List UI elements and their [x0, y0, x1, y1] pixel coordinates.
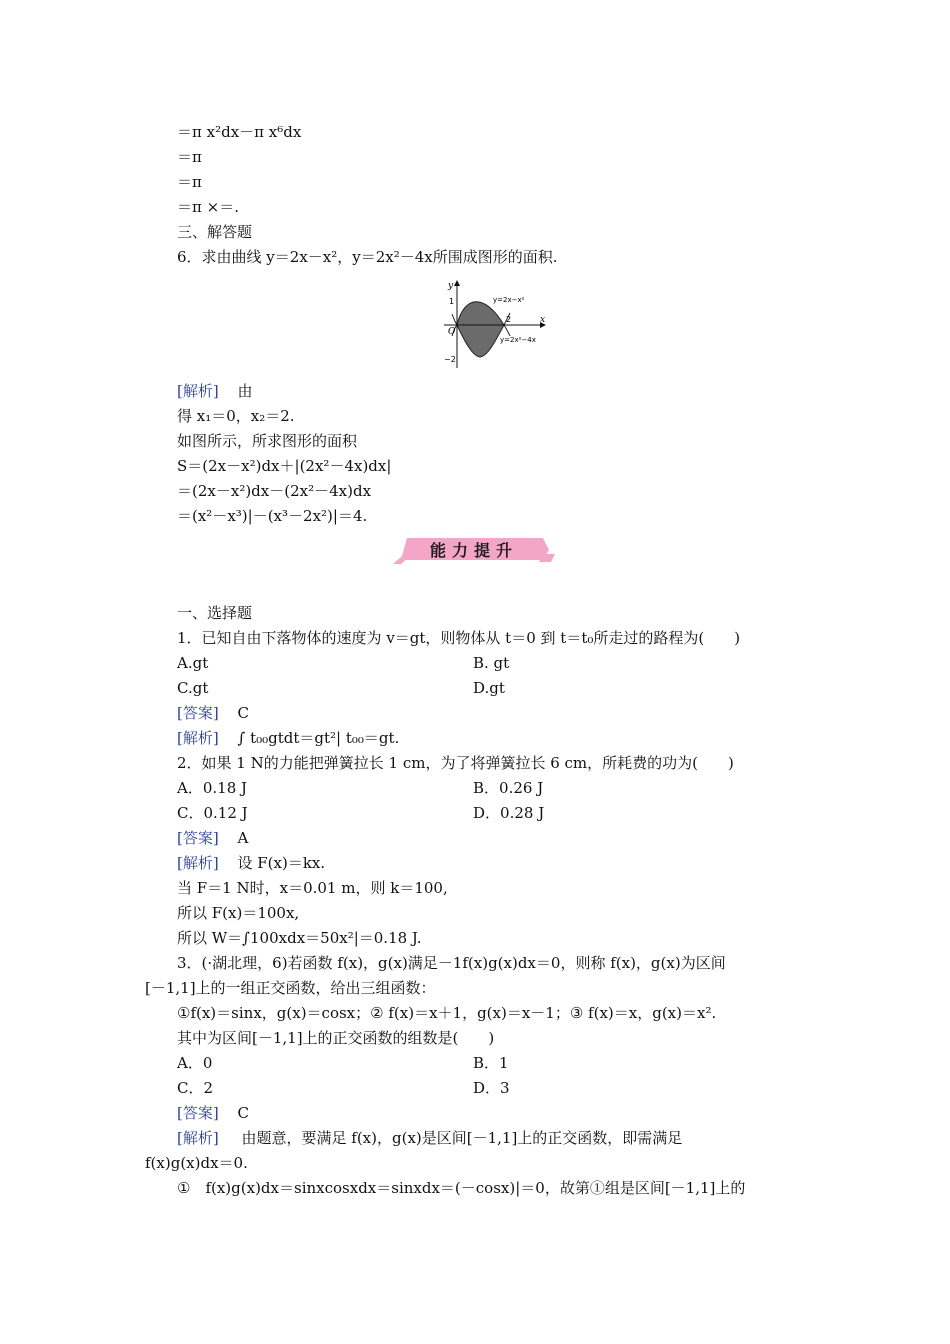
jiexi-label: [解析]: [177, 1129, 219, 1147]
option-a: A．0: [177, 1054, 213, 1072]
jiexi-line: [177, 853, 325, 873]
section-heading: 一、选择题: [177, 604, 253, 622]
solution-line: 得 x₁＝0，x₂＝2.: [177, 407, 295, 425]
answer-label: [答案]: [177, 829, 219, 847]
equation-line: ＝π x²dx－π x⁶dx: [177, 123, 302, 141]
option-b: B．0.26 J: [473, 779, 544, 797]
section-banner: [393, 534, 555, 566]
solution-line: 当 F＝1 N时，x＝0.01 m，则 k＝100,: [177, 879, 448, 897]
jiexi-label: [解析]: [177, 729, 219, 747]
option-b: B．1: [473, 1054, 509, 1072]
tick-2-label: 2: [506, 315, 512, 324]
jiexi-line: [177, 728, 399, 748]
y-axis-arrow: [454, 280, 460, 286]
solution-line: 如图所示，所求图形的面积: [177, 432, 358, 450]
shaded-region: [457, 302, 504, 357]
jiexi-text: 设 F(x)＝kx.: [237, 854, 326, 872]
option-d: D．3: [473, 1079, 510, 1097]
option-c: C.gt: [177, 679, 209, 697]
question-3-stem: 3．(·湖北理，6)若函数 f(x)，g(x)满足－1f(x)g(x)dx＝0，则称 f(x)，g(x)为区间: [177, 954, 726, 972]
tick-1-label: 1: [449, 297, 455, 306]
answer-label: [答案]: [177, 1104, 219, 1122]
answer-line: [177, 828, 248, 848]
y-axis-label: y: [448, 281, 454, 291]
solution-line: ＝(x²－x³)|－(x³－2x²)|＝4.: [177, 507, 368, 525]
answer-value: C: [237, 704, 249, 722]
section-heading: 三、解答题: [177, 223, 253, 241]
option-d: D．0.28 J: [473, 804, 545, 822]
option-b: B. gt: [473, 654, 510, 672]
option-a: A．0.18 J: [177, 779, 248, 797]
question-2-stem: 2．如果 1 N的力能把弹簧拉长 1 cm，为了将弹簧拉长 6 cm，所耗费的功为( ): [177, 754, 734, 772]
jiexi-label: [解析]: [177, 382, 219, 400]
solution-line: f(x)g(x)dx＝0.: [145, 1154, 248, 1172]
answer-value: A: [237, 829, 249, 847]
curve1-right: [504, 325, 510, 336]
curve2-label: y=2x²−4x: [500, 336, 536, 344]
solution-line: 所以 W＝∫100xdx＝50x²|＝0.18 J.: [177, 929, 422, 947]
equation-line: ＝π ×＝.: [177, 198, 239, 216]
question-1-stem: 1．已知自由下落物体的速度为 v＝gt，则物体从 t＝0 到 t＝t₀所走过的路程为( ): [177, 629, 741, 647]
question-3-stem: 其中为区间[－1,1]上的正交函数的组数是( ): [177, 1029, 495, 1047]
answer-line: [177, 1103, 249, 1123]
jiexi-text: 由题意，要满足 f(x)，g(x)是区间[－1,1]上的正交函数，即需满足: [241, 1129, 683, 1147]
option-c: C．2: [177, 1079, 214, 1097]
equation-line: ＝π: [177, 148, 202, 166]
answer-line: [177, 703, 249, 723]
equation-line: ＝π: [177, 173, 202, 191]
curve2-left: [452, 314, 457, 325]
solution-6-intro: [177, 381, 253, 401]
option-d: D.gt: [473, 679, 505, 697]
answer-label: [答案]: [177, 704, 219, 722]
option-c: C．0.12 J: [177, 804, 248, 822]
origin-label: O: [448, 327, 456, 337]
solution-line: ① f(x)g(x)dx＝sinxcosxdx＝sinxdx＝(－cosx)|＝0，故第①组是区间[－1,1]上的: [177, 1179, 746, 1197]
jiexi-label: [解析]: [177, 854, 219, 872]
answer-value: C: [237, 1104, 249, 1122]
tick-neg2-label: −2: [444, 355, 456, 364]
banner-title: 能力提升: [429, 541, 518, 560]
jiexi-line: [177, 1128, 682, 1148]
solution-line: S＝(2x－x²)dx＋|(2x²－4x)dx|: [177, 457, 392, 475]
question-3-stem: ①f(x)＝sinx，g(x)＝cosx；② f(x)＝x＋1，g(x)＝x－1；③ f(x)＝x，g(x)＝x².: [177, 1004, 717, 1022]
option-a: A.gt: [177, 654, 209, 672]
area-figure-svg: [440, 278, 550, 370]
curve1-label: y=2x−x²: [493, 296, 525, 304]
jiexi-text: 由: [237, 382, 253, 400]
solution-line: 所以 F(x)＝100x,: [177, 904, 300, 922]
question-6-stem: 6．求由曲线 y＝2x－x²，y＝2x²－4x所围成图形的面积.: [177, 248, 558, 266]
jiexi-text: ∫ t₀₀gtdt＝gt²| t₀₀＝gt.: [237, 729, 400, 747]
x-axis-label: x: [540, 315, 546, 325]
solution-line: ＝(2x－x²)dx－(2x²－4x)dx: [177, 482, 372, 500]
question-3-stem: [－1,1]上的一组正交函数，给出三组函数：: [145, 979, 436, 997]
area-figure: [440, 278, 550, 370]
